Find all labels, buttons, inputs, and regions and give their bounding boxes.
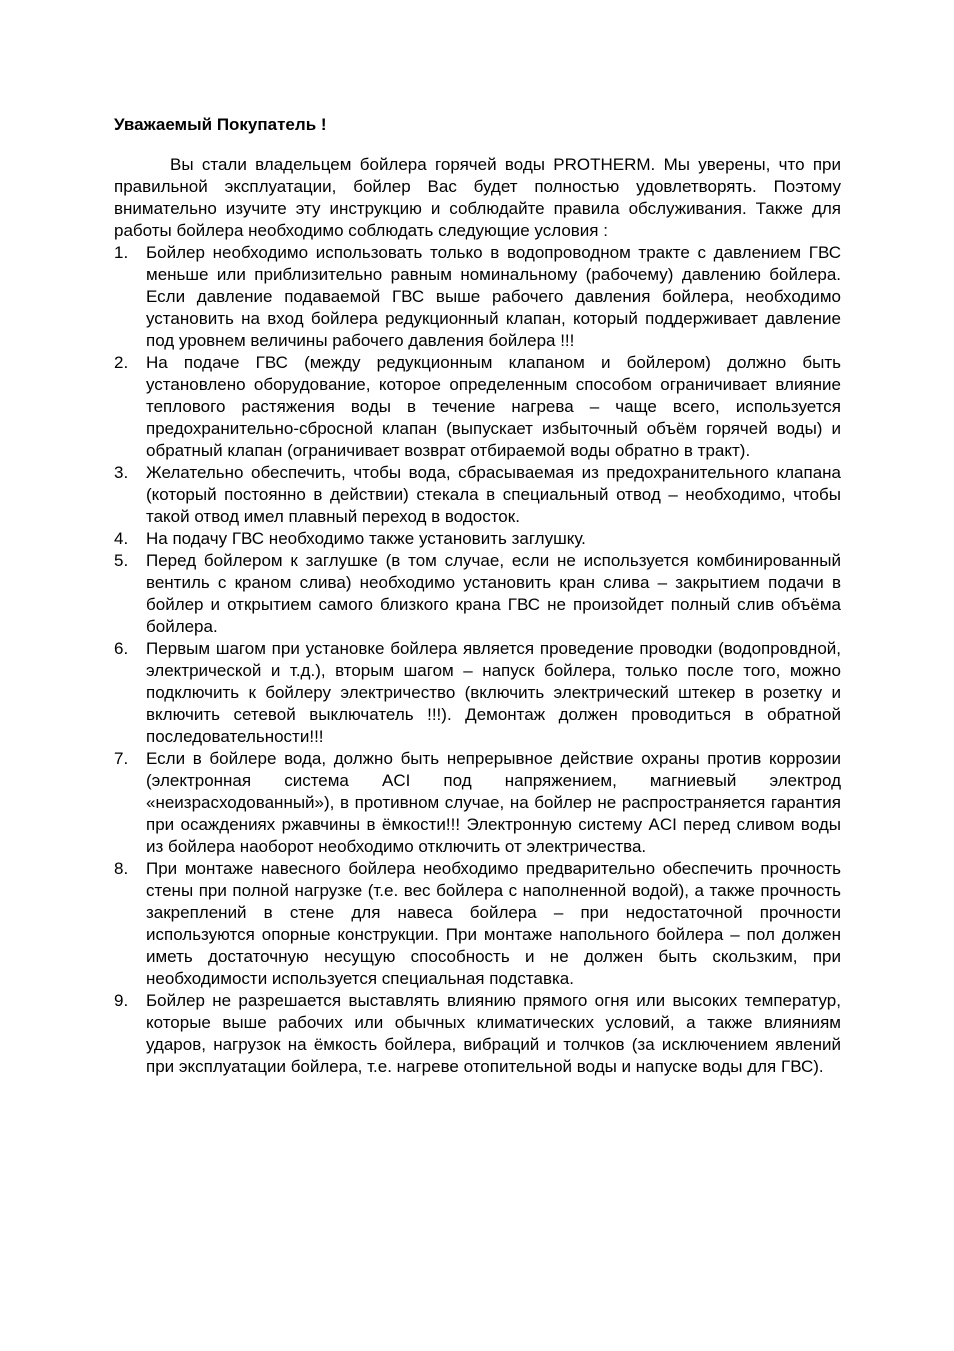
- list-item-text: Перед бойлером к заглушке (в том случае, если не используется комбинированный вентиль с краном слива) необходимо установить кран слива – закрытием подачи в бойлер и открытием самого близкого крана ГВС не произойдет полный слив объёма бойлера.: [146, 551, 841, 636]
- greeting-heading: Уважаемый Покупатель !: [114, 115, 327, 134]
- list-item: [114, 528, 841, 550]
- list-item-number: 4.: [114, 529, 129, 548]
- list-item-number: 9.: [114, 991, 129, 1010]
- list-item-number: 2.: [114, 353, 129, 372]
- list-item: [114, 242, 841, 352]
- list-item: [114, 990, 841, 1078]
- document-page: [114, 114, 841, 1078]
- list-item-number: 5.: [114, 551, 129, 570]
- list-item-number: 1.: [114, 243, 129, 262]
- list-item-text: Бойлер не разрешается выставлять влиянию прямого огня или высоких температур, которые выше рабочих или обычных климатических условий, а также влияниям ударов, нагрузок на ёмкость бойлера, вибраций и толчков (за исключением явлений при эксплуатации бойлера, т.е. нагреве отопительной воды и напуске воды для ГВС).: [146, 991, 841, 1076]
- list-item: [114, 858, 841, 990]
- list-item-text: При монтаже навесного бойлера необходимо предварительно обеспечить прочность стены при полной нагрузке (т.е. вес бойлера с наполненной водой), а также прочность закреплений в стене для навеса бойлера – при недостаточной прочности используются опорные конструкции. При монтаже напольного бойлера – пол должен иметь достаточную несущую способность и не должен быть скользким, при необходимости используется специальная подставка.: [146, 859, 841, 988]
- list-item-text: Бойлер необходимо использовать только в водопроводном тракте с давлением ГВС меньше или приблизительно равным номинальному (рабочему) давлению бойлера. Если давление подаваемой ГВС выше рабочего давления бойлера, необходимо установить на вход бойлера редукционный клапан, который поддерживает давление под уровнем величины рабочего давления бойлера !!!: [146, 243, 841, 350]
- conditions-list: [114, 242, 841, 1078]
- list-item: [114, 638, 841, 748]
- list-item-number: 6.: [114, 639, 129, 658]
- list-item-text: Если в бойлере вода, должно быть непрерывное действие охраны против коррозии (электронная система ACI под напряжением, магниевый электрод «неизрасходованный»), в противном случае, на бойлер не распространяется гарантия при осаждениях ржавчины в ёмкости!!! Электронную систему ACI перед сливом воды из бойлера наоборот необходимо отключить от электричества.: [146, 749, 841, 856]
- list-item-text: На подаче ГВС (между редукционным клапаном и бойлером) должно быть установлено оборудование, которое определенным способом ограничивает влияние теплового растяжения воды в течение нагрева – чаще всего, используется предохранительно-сбросной клапан (выпускает избыточный объём горячей воды) и обратный клапан (ограничивает возврат отбираемой воды обратно в тракт).: [146, 353, 841, 460]
- list-item: [114, 352, 841, 462]
- list-item-number: 3.: [114, 463, 129, 482]
- list-item-text: На подачу ГВС необходимо также установить заглушку.: [146, 529, 586, 548]
- list-item: [114, 550, 841, 638]
- list-item-number: 8.: [114, 859, 129, 878]
- list-item: [114, 748, 841, 858]
- list-item-text: Первым шагом при установке бойлера является проведение проводки (водопровдной, электрической и т.д.), вторым шагом – напуск бойлера, только после того, можно подключить к бойлеру электричество (включить электрический штекер в розетку и включить сетевой выключатель !!!). Демонтаж должен проводиться в обратной последовательности!!!: [146, 639, 841, 746]
- intro-paragraph: Вы стали владельцем бойлера горячей воды PROTHERM. Мы уверены, что при правильной эксплуатации, бойлер Вас будет полностью удовлетворять. Поэтому внимательно изучите эту инструкцию и соблюдайте правила обслуживания. Также для работы бойлера необходимо соблюдать следующие условия :: [114, 155, 841, 240]
- list-item: [114, 462, 841, 528]
- list-item-text: Желательно обеспечить, чтобы вода, сбрасываемая из предохранительного клапана (который постоянно в действии) стекала в специальный отвод – необходимо, чтобы такой отвод имел плавный переход в водосток.: [146, 463, 841, 526]
- list-item-number: 7.: [114, 749, 129, 768]
